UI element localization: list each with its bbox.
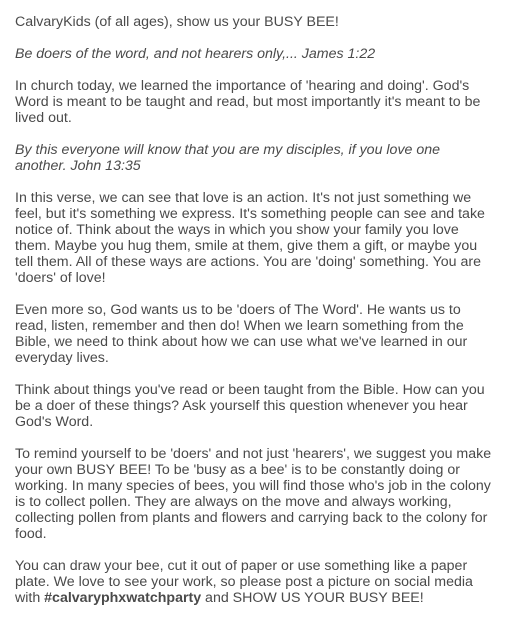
verse-john: By this everyone will know that you are my disciples, if you love one another. John 13:35 [15, 142, 441, 174]
paragraph-love-action: In this verse, we can see that love is an action. It's not just something we feel, but it's something we express. It's something people can see and take notice of. Think about the ways in which you show your family you love them. Maybe you hug them, smile at them, give them a gift, or maybe you tell them. All of these ways are actions. You are 'doing' something. You are 'doers' of love! [15, 190, 485, 286]
hashtag: #calvaryphxwatchparty [44, 590, 202, 606]
share-text-after: and SHOW US YOUR BUSY BEE! [201, 590, 424, 606]
share-text-before: You can draw your bee, cut it out of paper or use something like a paper plate. We love to see your work, so please post a picture on social media with [15, 558, 473, 606]
verse-james: Be doers of the word, and not hearers only,... James 1:22 [15, 46, 376, 62]
paragraph-doers-of-word: Even more so, God wants us to be 'doers of The Word'. He wants us to read, listen, remember and then do! When we learn something from the Bible, we need to think about how we can use what we've learned in our everyday lives. [15, 302, 468, 366]
intro-line: CalvaryKids (of all ages), show us your BUSY BEE! [15, 14, 339, 30]
document-body [15, 14, 495, 622]
paragraph-share-work [15, 558, 495, 606]
paragraph-busy-bee: To remind yourself to be 'doers' and not just 'hearers', we suggest you make your own BUSY BEE! To be 'busy as a bee' is to be constantly doing or working. In many species of bees, you will find those who's job in the colony is to collect pollen. They are always on the move and always working, collecting pollen from plants and flowers and carrying back to the colony for food. [15, 446, 492, 542]
paragraph-hearing-doing: In church today, we learned the importance of 'hearing and doing'. God's Word is meant to be taught and read, but most importantly it's meant to be lived out. [15, 78, 481, 126]
paragraph-think-about: Think about things you've read or been taught from the Bible. How can you be a doer of these things? Ask yourself this question whenever you hear God's Word. [15, 382, 485, 430]
